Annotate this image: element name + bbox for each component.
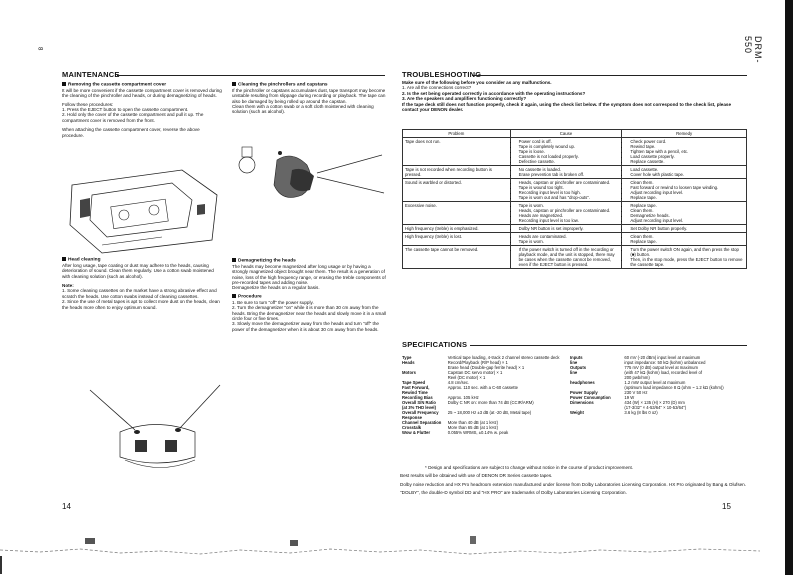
spec-key: Inputs line	[570, 355, 583, 365]
head-cleaning-title: Head cleaning	[68, 257, 101, 263]
cause-cell	[510, 179, 622, 202]
cause-cell	[510, 202, 622, 225]
table-row	[403, 166, 747, 179]
spec-value: 3.6 kg (8 lbs 0 oz)	[624, 410, 658, 415]
column-header: Cause	[510, 130, 622, 138]
compartment-section	[62, 82, 222, 138]
pinch-title: Cleaning the pinchrollers and capstans	[238, 82, 328, 88]
remedy-item: • Cover hole with plastic tape.	[630, 172, 744, 177]
problem-cell: Excessive noise.	[403, 202, 511, 225]
remedy-item: • Adjust recording input level.	[630, 190, 744, 195]
demag-body: The heads may become magnetized after long usage or by having a strongly magnetized object brought near them. The result is a generation of noise, loss of the high frequency range, or erasing the treble components of pre-recorded tapes and adding noise.	[232, 263, 386, 286]
spec-value: More than 65 dB (at 1 kHz)	[447, 425, 499, 430]
table-row	[403, 138, 747, 166]
demag-body-2: Demagnetize the heads on a regular basis.	[232, 285, 320, 291]
cause-item: • Heads, capstan or pinchroller are contaminated.	[519, 180, 620, 185]
remedy-item: • Replace tape.	[630, 239, 744, 244]
cause-item: • Cassette is not loaded properly.	[519, 154, 620, 159]
footnote-dolby: Dolby noise reduction and HX Pro headroom extension manufactured under license from Dolby Laboratories Licensing Corporation. HX Pro originated by Bang & Olufsen.	[400, 481, 747, 487]
spec-key: Motors	[402, 370, 416, 375]
spec-row	[568, 355, 748, 365]
spec-value: 775 mV (0 dB) output level at maximum (with 47 kΩ (kohm) load, recorded level of 200 pwb/mm)	[624, 365, 702, 380]
pinch-body-2: Clean them with a cotton swab or a soft cloth moistened with cleaning solution (such as alcohol).	[232, 104, 374, 115]
spec-key: Heads	[402, 360, 415, 365]
specifications-heading: SPECIFICATIONS	[402, 340, 468, 349]
spec-key: Channel Separation	[402, 420, 442, 425]
spec-table-right	[568, 355, 748, 415]
problem-cell: Tape does not run.	[403, 138, 511, 166]
cause-cell	[510, 138, 622, 166]
troubleshooting-rule	[472, 75, 747, 76]
cause-item: • Heads, capstan or pinchroller are contaminated.	[519, 208, 620, 213]
spec-value: Approx. 110 sec. with a C-60 cassette	[447, 385, 518, 390]
troubleshooting-heading: TROUBLESHOOTING	[402, 70, 482, 79]
page-edge-bar	[785, 0, 793, 575]
bullet-square-icon	[232, 82, 236, 86]
note-2: 2. Since the use of metal tapes is apt to collect more dust on the heads, clean the heads more often to enjoy optimum sound.	[62, 299, 220, 310]
spec-value: 434 (W) × 135 (H) × 270 (D) mm (17-3/32" × 4-53/64" × 10-53/64")	[624, 400, 687, 410]
demag-title: Demagnetizing the heads	[238, 258, 296, 264]
footnote-trademark: "DOLBY", the double-D symbol DD and "HX PRO" are trademarks of Dolby Laboratories Licensing Corporation.	[400, 490, 627, 496]
table-row	[403, 179, 747, 202]
pinchroller-illustration	[232, 135, 387, 205]
remedy-cell	[622, 138, 747, 166]
remedy-item: • Tighten tape with a pencil, etc.	[630, 149, 744, 154]
cause-cell	[510, 246, 622, 269]
table-header-row	[403, 130, 747, 138]
bullet-square-icon	[232, 294, 236, 298]
spec-value: Vertical tape loading, 4-track 2 channel stereo cassette deck	[447, 355, 560, 360]
spec-value: 4.8 cm/sec.	[447, 380, 470, 385]
head-cleaning-illustration	[80, 370, 230, 480]
cause-item: • Erase prevention tab is broken off.	[519, 172, 620, 177]
remedy-cell	[622, 166, 747, 179]
spec-row	[400, 430, 568, 435]
spec-key: Fast Forward, Rewind Time	[402, 385, 430, 395]
problem-cell: The cassette tape cannot be removed.	[403, 246, 511, 269]
remedy-item: • Clean them.	[630, 234, 744, 239]
compartment-title: Removing the cassette compartment cover	[68, 82, 167, 88]
spec-key: Overall S/N Ratio (at 3% THD level)	[402, 400, 436, 410]
remedy-item: • Replace tape.	[630, 195, 744, 200]
spec-key: Dimensions	[570, 400, 594, 405]
remedy-item: • Rewind tape.	[630, 144, 744, 149]
cause-cell	[510, 233, 622, 246]
intro-line-3: 2. Is the set being operated correctly in accordance with the operating instructions?	[402, 90, 586, 96]
table-row	[403, 246, 747, 269]
demag-step-3: 3. Slowly move the demagnetizer away from the heads and turn "off" the power of the demagnetizer when it is about 30 cm away from the heads.	[232, 321, 379, 332]
problem-cell: Tape is not recorded when recording button is pressed.	[403, 166, 511, 179]
compartment-step-1: 1. Press the EJECT button to open the cassette compartment.	[62, 107, 189, 113]
specifications-rule	[470, 345, 747, 346]
spec-key: headphones	[570, 380, 595, 385]
procedure-title: Procedure	[238, 294, 262, 300]
spec-row	[400, 385, 568, 395]
cause-item: • Heads are contaminated.	[519, 234, 620, 239]
demag-step-2: 2. Turn the demagnetizer "on" while it is more than 30 cm away from the heads. Bring the demagnetizer near the heads and slowly move it in a small circle four or five times.	[232, 305, 386, 321]
remedy-item: • Turn the power switch ON again, and then press the stop (■) button.	[630, 247, 744, 257]
remedy-item: • Load cassette properly.	[630, 154, 744, 159]
cause-item: • Tape is loose.	[519, 149, 620, 154]
column-header: Problem	[403, 130, 511, 138]
cause-item: • Recording input level is too low.	[519, 218, 620, 223]
table-row	[403, 202, 747, 225]
footnote-tapes: Best results will be obtained with use of DENON DR Series cassette tapes.	[400, 473, 553, 479]
spec-key: Recording Bias	[402, 395, 433, 400]
footnote-design: * Design and specifications are subject to change without notice in the course of product improvement.	[425, 465, 634, 470]
troubleshooting-intro	[402, 80, 747, 112]
spec-key: Outputs line	[570, 365, 587, 375]
spec-row	[568, 410, 748, 415]
remedy-cell	[622, 246, 747, 269]
bullet-square-icon	[62, 257, 66, 261]
spec-key: Wow & Flutter	[402, 430, 431, 435]
spec-key: Crosstalk	[402, 425, 422, 430]
spec-value: 60 mV (-20 dBm) input level at maximum input impedance: 50 kΩ (kohm) unbalanced	[624, 355, 706, 365]
compartment-follow: Follow these procedures:	[62, 101, 114, 107]
note-title: Note:	[62, 283, 74, 289]
remedy-cell	[622, 233, 747, 246]
intro-line-4: 3. Are the speakers and amplifiers functioning correctly?	[402, 96, 527, 102]
spec-key: Power Consumption	[570, 395, 611, 400]
cause-item: • Tape is worn.	[519, 203, 620, 208]
spec-value: 19 W	[624, 395, 635, 400]
remedy-item: • Fast forward or rewind to loosen tape winding.	[630, 185, 744, 190]
bullet-square-icon	[232, 258, 236, 262]
model-label: DRM-550	[743, 36, 763, 64]
column-header: Remedy	[622, 130, 747, 138]
spec-value: 25 ~ 18,000 Hz ±3 dB (at -20 dB, Metal tape)	[447, 410, 532, 415]
remedy-item: • Set Dolby NR button properly.	[630, 226, 744, 231]
cause-item: • Dolby NR button is set improperly.	[519, 226, 620, 231]
cause-item: • Tape is completely wound up.	[519, 144, 620, 149]
intro-line-1: Make sure of the following before you consider as any malfunctions.	[402, 80, 552, 85]
spec-row	[400, 370, 568, 380]
cause-item: • Power cord is off.	[519, 139, 620, 144]
spec-key: Power Supply	[570, 390, 598, 395]
maintenance-rule	[117, 75, 385, 76]
cause-item: • No cassette is loaded.	[519, 167, 620, 172]
spec-table-left	[400, 355, 568, 435]
table-row	[403, 233, 747, 246]
bullet-square-icon	[62, 82, 66, 86]
spec-row	[568, 380, 748, 390]
spec-row	[400, 410, 568, 420]
demag-section	[232, 258, 388, 332]
troubleshooting-table	[402, 129, 747, 269]
cause-item: • If the power switch is turned off in the recording or playback mode, and the unit is stopped, there may be cases when the cassette cannot be removed, even if the EJECT button is pressed.	[519, 247, 620, 267]
table-row	[403, 225, 747, 233]
scan-edge-noise	[0, 530, 785, 575]
intro-line-2: 1. Are all the connections correct?	[402, 85, 472, 91]
spec-value: Capstan DC servo motor) × 1 Reel (DC motor) × 1	[447, 370, 503, 380]
cause-item: • Tape is worn out and has "drop-outs".	[519, 195, 620, 200]
head-cleaning-body: After long usage, tape coating or dust may adhere to the heads, causing deterioration of sound. Clean them regularly. Use a cotton swab moistened with cleaning solution (such as alcohol).	[62, 262, 214, 279]
spec-value: Record/Playback (R/P head) × 1 Erase head (Double-gap ferrite head) × 1	[447, 360, 525, 370]
remedy-item: • Replace cassette.	[630, 159, 744, 164]
spec-key: Overall Frequency Response	[402, 410, 439, 420]
remedy-cell	[622, 202, 747, 225]
problem-cell: High frequency (treble) is emphasized.	[403, 225, 511, 233]
remedy-cell	[622, 225, 747, 233]
remedy-item: • Adjust recording input level.	[630, 218, 744, 223]
spec-value: 1.2 mW output level at maximum (optimum load impedance 8 Ω (ohm ~ 1.2 kΩ (kohm))	[624, 380, 724, 390]
cause-item: • Heads are magnetized.	[519, 213, 620, 218]
spec-value: 230 V 50 Hz	[624, 390, 648, 395]
spec-footnotes	[400, 465, 748, 496]
cause-item: • Defective cassette.	[519, 159, 620, 164]
head-cleaning-section	[62, 257, 222, 310]
compartment-step-2: 2. Hold only the cover of the cassette compartment and pull it up. The compartment cover is removed from the front.	[62, 112, 204, 123]
intro-line-5: If the tape deck still does not function properly, check it again, using the check list below. If the symptom does not correspond to the check list, please contact your DENON dealer.	[402, 101, 732, 113]
remedy-item: • Check power cord.	[630, 139, 744, 144]
page-number-left: 14	[62, 502, 71, 511]
spec-row	[568, 400, 748, 410]
remedy-item: • Replace tape.	[630, 203, 744, 208]
spec-key: Weight	[570, 410, 584, 415]
demag-step-1: 1. Be sure to turn "off" the power supply.	[232, 299, 314, 305]
spec-row	[400, 360, 568, 370]
spec-key: Tape Speed	[402, 380, 426, 385]
note-1: 1. Some cleaning cassettes on the market have a strong abrasive effect and scratch the heads. Use cotton swabs instead of cleaning cassettes.	[62, 288, 217, 299]
compartment-body: It will be more convenient if the cassette compartment cover is removed during the cleaning of the pinchroller and heads, or during demagnetizing of heads.	[62, 87, 222, 99]
cause-item: • Tape is worn.	[519, 239, 620, 244]
maintenance-heading: MAINTENANCE	[62, 70, 120, 79]
spec-value: 0.055% WRMS, ±0.14% w. peak	[447, 430, 509, 435]
cause-cell	[510, 166, 622, 179]
pinch-section	[232, 82, 388, 115]
spec-value: Approx. 105 kHz	[447, 395, 479, 400]
problem-cell: Sound is warbled or distorted.	[403, 179, 511, 202]
remedy-item: • Load cassette.	[630, 167, 744, 172]
spec-value: Dolby C NR on: more than 74 dB (CCIR/ARM)	[447, 400, 534, 405]
pinch-body-1: If the pinchroller or capstans accumulates dust, tape transport may become unstable resulting from slippage during recording or playback. The tape can also be damaged by being rolled up around the capstan.	[232, 87, 386, 104]
spec-row	[400, 400, 568, 410]
cause-item: • Tape is wound too tight.	[519, 185, 620, 190]
cause-cell	[510, 225, 622, 233]
spec-key: Type	[402, 355, 412, 360]
remedy-cell	[622, 179, 747, 202]
remedy-item: • Clean them.	[630, 208, 744, 213]
page-marker: 8	[36, 47, 43, 51]
cassette-deck-illustration	[62, 165, 222, 255]
spec-value: More than 40 dB (at 1 kHz)	[447, 420, 499, 425]
compartment-note: When attaching the cassette compartment cover, reverse the above procedure.	[62, 127, 200, 138]
spec-row	[568, 365, 748, 380]
page-number-right: 15	[722, 502, 731, 511]
remedy-item: • Clean them.	[630, 180, 744, 185]
problem-cell: High frequency (treble) is lost.	[403, 233, 511, 246]
remedy-item: • Demagnetize heads.	[630, 213, 744, 218]
cause-item: • Recording input level is too high.	[519, 190, 620, 195]
remedy-item: • Then, in the stop mode, press the EJECT button to remove the cassette tape.	[630, 257, 744, 267]
